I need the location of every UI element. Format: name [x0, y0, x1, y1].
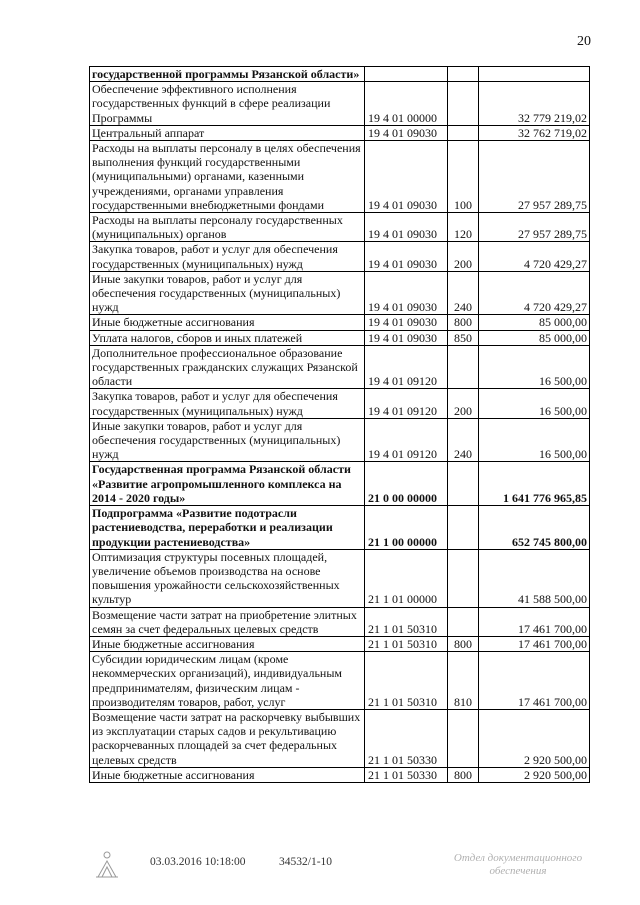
row-type [448, 67, 479, 82]
row-amount: 32 779 219,02 [479, 82, 590, 126]
row-name: Закупка товаров, работ и услуг для обеспечения государственных (муниципальных) нужд [90, 389, 365, 418]
row-code: 19 4 01 09030 [365, 213, 448, 242]
row-type [448, 549, 479, 607]
row-name: Возмещение части затрат на приобретение элитных семян за счет федеральных целевых средств [90, 607, 365, 636]
row-name: Центральный аппарат [90, 125, 365, 140]
row-amount: 32 762 719,02 [479, 125, 590, 140]
row-type [448, 709, 479, 767]
footer-datetime: 03.03.2016 10:18:00 [150, 856, 246, 868]
row-code: 21 1 00 00000 [365, 506, 448, 550]
emblem-logo [94, 849, 120, 879]
table-row [90, 125, 590, 140]
table-row [90, 213, 590, 242]
row-code: 19 4 01 09120 [365, 418, 448, 462]
row-code: 21 1 01 00000 [365, 549, 448, 607]
department-stamp [443, 852, 593, 878]
row-name: Расходы на выплаты персоналу государственных (муниципальных) органов [90, 213, 365, 242]
row-amount: 17 461 700,00 [479, 652, 590, 710]
page-number: 20 [577, 34, 591, 49]
table-row [90, 607, 590, 636]
row-type: 200 [448, 389, 479, 418]
row-code: 19 4 01 09120 [365, 389, 448, 418]
row-code: 21 1 01 50330 [365, 709, 448, 767]
table-row [90, 636, 590, 651]
footer-doc-number: 34532/1-10 [279, 856, 333, 868]
table-row [90, 271, 590, 315]
row-amount: 17 461 700,00 [479, 607, 590, 636]
row-amount: 16 500,00 [479, 418, 590, 462]
row-name: Возмещение части затрат на раскорчевку выбывших из эксплуатации старых садов и рекультивацию раскорчеванных площадей за счет федеральных целевых средств [90, 709, 365, 767]
row-code: 21 1 01 50310 [365, 652, 448, 710]
table-row [90, 242, 590, 271]
row-amount: 17 461 700,00 [479, 636, 590, 651]
row-name: Расходы на выплаты персоналу в целях обеспечения выполнения функций государственными (муниципальными) органами, казенными учреждениями, органами управления государственными внебюджетными фондами [90, 141, 365, 213]
row-amount: 85 000,00 [479, 330, 590, 345]
row-code: 19 4 01 09030 [365, 330, 448, 345]
row-type: 240 [448, 271, 479, 315]
row-code [365, 67, 448, 82]
stamp-line-2: обеспечения [489, 865, 547, 877]
row-name: Обеспечение эффективного исполнения государственных функций в сфере реализации Программы [90, 82, 365, 126]
table-row [90, 315, 590, 330]
row-amount: 41 588 500,00 [479, 549, 590, 607]
row-amount: 85 000,00 [479, 315, 590, 330]
row-amount: 2 920 500,00 [479, 767, 590, 782]
budget-table-body [90, 67, 590, 783]
row-amount: 16 500,00 [479, 345, 590, 389]
table-row [90, 549, 590, 607]
row-name: Уплата налогов, сборов и иных платежей [90, 330, 365, 345]
row-name: Иные бюджетные ассигнования [90, 315, 365, 330]
row-amount: 4 720 429,27 [479, 242, 590, 271]
row-name: Оптимизация структуры посевных площадей, увеличение объемов производства на основе повышения урожайности сельскохозяйственных культур [90, 549, 365, 607]
row-name: Подпрограмма «Развитие подотрасли растениеводства, переработки и реализации продукции растениеводства» [90, 506, 365, 550]
row-name: государственной программы Рязанской области» [90, 67, 365, 82]
table-row [90, 345, 590, 389]
row-type: 100 [448, 141, 479, 213]
row-amount: 16 500,00 [479, 389, 590, 418]
table-row [90, 67, 590, 82]
row-code: 21 0 00 00000 [365, 462, 448, 506]
stamp-line-1: Отдел документационного [453, 852, 583, 864]
row-name: Субсидии юридическим лицам (кроме некоммерческих организаций), индивидуальным предпринимателям, физическим лицам - производителям товаров, работ, услуг [90, 652, 365, 710]
row-name: Иные закупки товаров, работ и услуг для обеспечения государственных (муниципальных) нужд [90, 418, 365, 462]
row-code: 19 4 01 09120 [365, 345, 448, 389]
row-amount: 652 745 800,00 [479, 506, 590, 550]
row-amount [479, 67, 590, 82]
row-code: 21 1 01 50310 [365, 636, 448, 651]
row-type: 810 [448, 652, 479, 710]
row-amount: 1 641 776 965,85 [479, 462, 590, 506]
table-row [90, 141, 590, 213]
table-row [90, 82, 590, 126]
table-row [90, 462, 590, 506]
table-row [90, 652, 590, 710]
row-type: 240 [448, 418, 479, 462]
row-type [448, 345, 479, 389]
row-type [448, 506, 479, 550]
budget-table [89, 66, 590, 783]
row-name: Иные бюджетные ассигнования [90, 767, 365, 782]
row-type [448, 607, 479, 636]
row-type: 800 [448, 315, 479, 330]
row-code: 21 1 01 50330 [365, 767, 448, 782]
table-row [90, 389, 590, 418]
row-code: 19 4 01 09030 [365, 271, 448, 315]
row-code: 19 4 01 09030 [365, 315, 448, 330]
row-name: Иные бюджетные ассигнования [90, 636, 365, 651]
row-name: Иные закупки товаров, работ и услуг для обеспечения государственных (муниципальных) нужд [90, 271, 365, 315]
row-amount: 2 920 500,00 [479, 709, 590, 767]
table-row [90, 418, 590, 462]
row-type: 850 [448, 330, 479, 345]
row-name: Государственная программа Рязанской области «Развитие агропромышленного комплекса на 2014 - 2020 годы» [90, 462, 365, 506]
row-type: 200 [448, 242, 479, 271]
row-code: 19 4 01 09030 [365, 125, 448, 140]
row-code: 19 4 01 00000 [365, 82, 448, 126]
row-type: 120 [448, 213, 479, 242]
row-type: 800 [448, 636, 479, 651]
table-row [90, 767, 590, 782]
table-row [90, 506, 590, 550]
table-row [90, 709, 590, 767]
row-type [448, 462, 479, 506]
row-name: Закупка товаров, работ и услуг для обеспечения государственных (муниципальных) нужд [90, 242, 365, 271]
row-amount: 4 720 429,27 [479, 271, 590, 315]
row-type: 800 [448, 767, 479, 782]
row-code: 21 1 01 50310 [365, 607, 448, 636]
row-code: 19 4 01 09030 [365, 141, 448, 213]
row-type [448, 125, 479, 140]
table-row [90, 330, 590, 345]
row-name: Дополнительное профессиональное образование государственных гражданских служащих Рязанской области [90, 345, 365, 389]
row-code: 19 4 01 09030 [365, 242, 448, 271]
row-amount: 27 957 289,75 [479, 213, 590, 242]
row-amount: 27 957 289,75 [479, 141, 590, 213]
row-type [448, 82, 479, 126]
